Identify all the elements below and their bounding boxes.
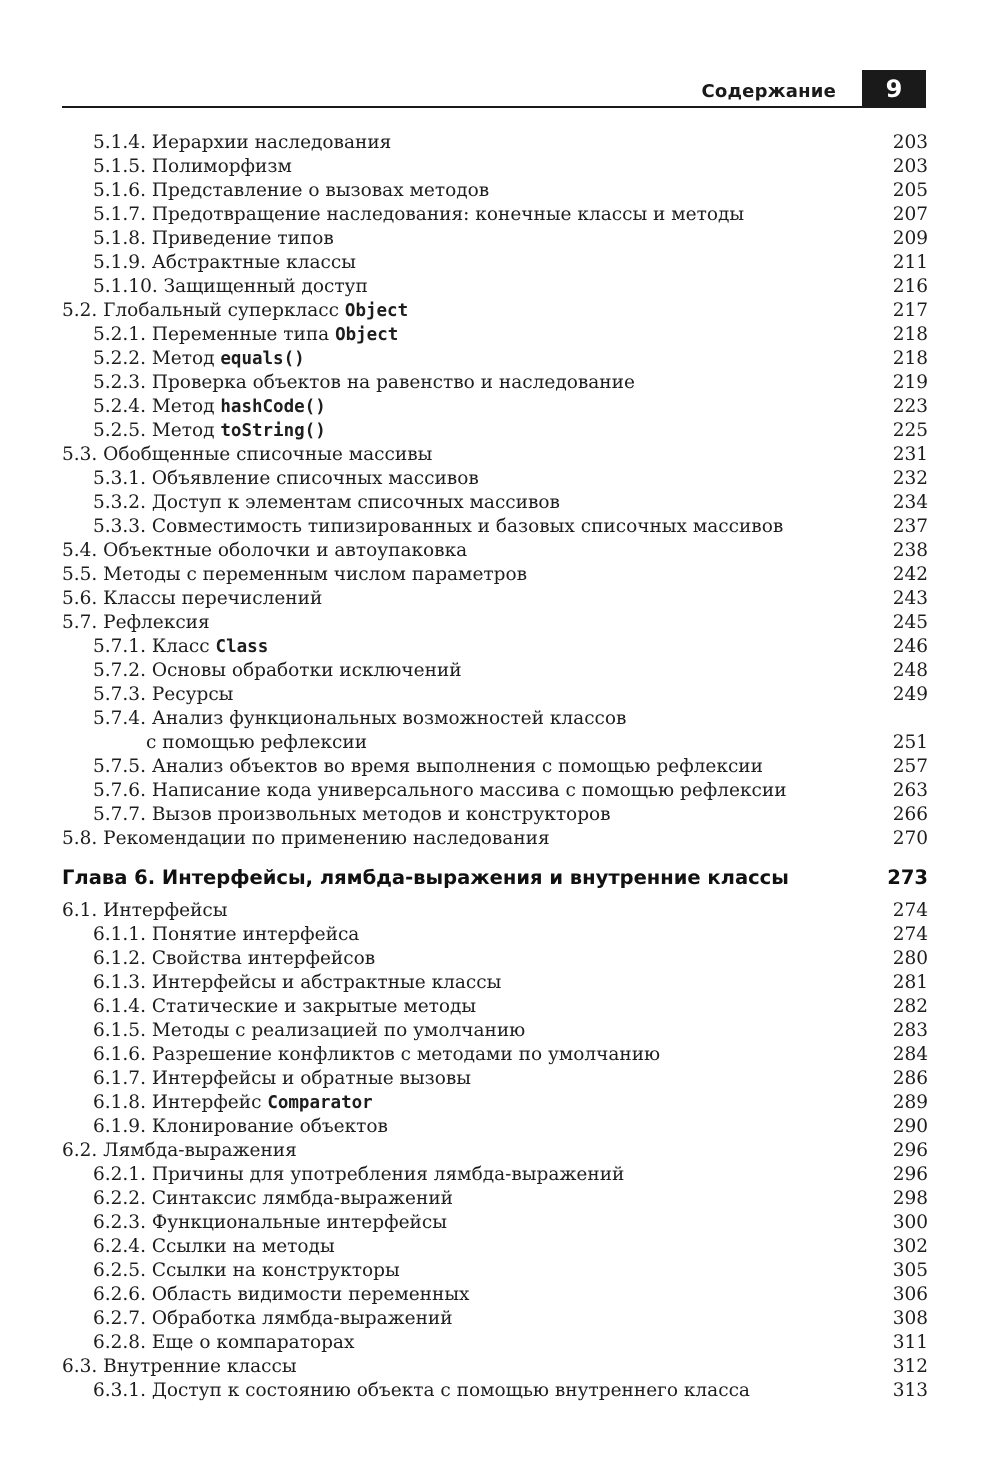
toc-entry-text: 6.1.1. Понятие интерфейса	[93, 924, 360, 945]
toc-page-number: 243	[892, 588, 928, 609]
toc-entry	[62, 1187, 928, 1211]
toc-entry-title	[62, 563, 527, 587]
toc-entry-title	[93, 1115, 388, 1139]
toc-entry-title	[93, 1019, 525, 1043]
toc-page-number: 306	[892, 1284, 928, 1305]
toc-entry-text: 6.2.6. Область видимости переменных	[93, 1284, 470, 1305]
toc-entry	[62, 227, 928, 251]
toc-entry-text: 6.2.7. Обработка лямбда-выражений	[93, 1308, 453, 1329]
toc-entry-title	[93, 1283, 470, 1307]
toc-entry-text: 6.1. Интерфейсы	[62, 900, 228, 921]
toc-entry-text: 5.3.1. Объявление списочных массивов	[93, 468, 479, 489]
toc-entry-text: 5.2. Глобальный суперкласс	[62, 300, 345, 321]
toc-entry-title	[93, 179, 489, 203]
toc-entry-text: с помощью рефлексии	[146, 732, 368, 753]
toc-entry-text: 6.1.4. Статические и закрытые методы	[93, 996, 477, 1017]
toc-entry-title	[93, 995, 476, 1019]
toc-entry-title	[93, 275, 368, 299]
toc-entry-text: 5.1.5. Полиморфизм	[93, 156, 292, 177]
toc-entry-title	[93, 1043, 660, 1067]
toc-page-number: 281	[892, 972, 928, 993]
toc-entry	[62, 731, 928, 755]
toc-entry-text: 6.2.3. Функциональные интерфейсы	[93, 1212, 447, 1233]
toc-entry-text: 5.3. Обобщенные списочные массивы	[62, 444, 433, 465]
toc-entry-text: 6.1.8. Интерфейс	[93, 1092, 268, 1113]
toc-entry-text: 5.7.4. Анализ функциональных возможностей классов	[93, 708, 627, 729]
toc-page-number: 234	[892, 492, 928, 513]
toc-entry-title	[62, 863, 789, 893]
toc-page-number: 219	[892, 372, 928, 393]
toc-entry	[62, 1019, 928, 1043]
toc-entry-title	[93, 467, 479, 491]
toc-entry-text: Глава 6. Интерфейсы, лямбда-выражения и внутренние классы	[62, 866, 789, 889]
toc-entry-title	[93, 803, 611, 827]
toc-page-number: 203	[892, 132, 928, 153]
toc-entry-text: 5.3.3. Совместимость типизированных и базовых списочных массивов	[93, 516, 784, 537]
code-identifier: equals()	[220, 349, 305, 369]
toc-entry-title	[93, 947, 375, 971]
toc-entry-text: 5.6. Классы перечислений	[62, 588, 323, 609]
toc-page-number: 296	[892, 1164, 928, 1185]
toc-entry	[62, 707, 928, 731]
toc-entry	[62, 995, 928, 1019]
toc-entry	[62, 827, 928, 851]
toc-page-number: 231	[892, 444, 928, 465]
toc-entry-title	[62, 827, 550, 851]
toc-entry-text: 5.2.4. Метод	[93, 396, 221, 417]
toc-entry-title	[62, 611, 210, 635]
toc-entry-text: 6.1.6. Разрешение конфликтов с методами по умолчанию	[93, 1044, 661, 1065]
toc-entry-text: 6.3. Внутренние классы	[62, 1356, 297, 1377]
toc-entry-title	[93, 1067, 471, 1091]
toc-entry-title	[93, 1259, 400, 1283]
toc-entry-title	[93, 227, 334, 251]
toc-page-number: 238	[892, 540, 928, 561]
toc-entry	[62, 971, 928, 995]
toc-entry-text: 5.7. Рефлексия	[62, 612, 210, 633]
toc-entry	[62, 611, 928, 635]
toc-entry-title	[93, 923, 359, 947]
toc-entry-text: 5.2.1. Переменные типа	[93, 324, 336, 345]
toc-entry	[62, 1355, 928, 1379]
toc-page-number: 298	[892, 1188, 928, 1209]
toc-page-number: 266	[892, 804, 928, 825]
toc-page-number: 216	[892, 276, 928, 297]
toc-entry-text: 5.7.5. Анализ объектов во время выполнения с помощью рефлексии	[93, 756, 763, 777]
toc-page-number: 296	[892, 1140, 928, 1161]
toc-entry-text: 5.7.2. Основы обработки исключений	[93, 660, 462, 681]
toc-entry	[62, 1307, 928, 1331]
toc-page-number: 225	[892, 420, 928, 441]
toc-entry-title	[93, 779, 787, 803]
toc-entry	[62, 539, 928, 563]
toc-entry-title	[62, 1355, 297, 1379]
table-of-contents	[62, 131, 928, 1403]
page-number-badge: 9	[862, 70, 926, 108]
toc-entry-title	[93, 707, 626, 731]
toc-entry	[62, 1115, 928, 1139]
toc-page-number: 283	[892, 1020, 928, 1041]
toc-entry-text: 6.1.2. Свойства интерфейсов	[93, 948, 376, 969]
toc-entry-title	[93, 155, 292, 179]
toc-entry	[62, 1163, 928, 1187]
toc-page-number: 263	[892, 780, 928, 801]
toc-entry-title	[93, 323, 398, 347]
toc-entry	[62, 635, 928, 659]
toc-page-number: 218	[892, 348, 928, 369]
toc-page-number: 257	[892, 756, 928, 777]
toc-entry-title	[93, 1235, 335, 1259]
code-identifier: Object	[335, 325, 399, 345]
toc-entry	[62, 323, 928, 347]
toc-entry-title	[93, 683, 233, 707]
toc-entry	[62, 371, 928, 395]
toc-entry-text: 6.2.5. Ссылки на конструкторы	[93, 1260, 400, 1281]
toc-entry-text: 5.2.5. Метод	[93, 420, 221, 441]
toc-page-number: 242	[892, 564, 928, 585]
toc-entry-text: 6.2. Лямбда-выражения	[62, 1140, 297, 1161]
toc-entry-text: 6.1.9. Клонирование объектов	[93, 1116, 388, 1137]
toc-page-number: 211	[892, 252, 928, 273]
code-identifier: hashCode()	[220, 397, 326, 417]
toc-page-number: 289	[892, 1092, 928, 1113]
toc-entry-text: 5.7.3. Ресурсы	[93, 684, 234, 705]
toc-entry	[62, 419, 928, 443]
toc-entry-text: 5.7.7. Вызов произвольных методов и конструкторов	[93, 804, 611, 825]
toc-entry-text: 5.1.7. Предотвращение наследования: конечные классы и методы	[93, 204, 745, 225]
toc-entry-title	[93, 395, 326, 419]
toc-entry-title	[93, 515, 783, 539]
toc-entry	[62, 1067, 928, 1091]
toc-entry-title	[93, 1163, 624, 1187]
toc-page-number: 273	[887, 866, 928, 889]
toc-page-number: 223	[892, 396, 928, 417]
toc-entry-text: 6.2.4. Ссылки на методы	[93, 1236, 335, 1257]
toc-entry	[62, 1283, 928, 1307]
toc-entry-text: 5.1.4. Иерархии наследования	[93, 132, 392, 153]
toc-entry	[62, 491, 928, 515]
toc-entry-text: 6.2.2. Синтаксис лямбда-выражений	[93, 1188, 454, 1209]
toc-entry	[62, 1043, 928, 1067]
toc-page-number: 308	[892, 1308, 928, 1329]
toc-entry-text: 5.5. Методы с переменным числом параметров	[62, 564, 528, 585]
toc-page-number: 205	[892, 180, 928, 201]
toc-page-number: 218	[892, 324, 928, 345]
toc-page-number: 274	[892, 900, 928, 921]
toc-entry	[62, 755, 928, 779]
toc-entry-text: 5.1.10. Защищенный доступ	[93, 276, 368, 297]
toc-page-number: 207	[892, 204, 928, 225]
toc-entry	[62, 1331, 928, 1355]
toc-entry	[62, 203, 928, 227]
toc-entry	[62, 563, 928, 587]
toc-entry-title	[93, 203, 744, 227]
toc-page-number: 237	[892, 516, 928, 537]
toc-page-number: 246	[892, 636, 928, 657]
toc-entry	[62, 659, 928, 683]
toc-entry	[62, 803, 928, 827]
toc-entry-title	[93, 1091, 373, 1115]
toc-entry	[62, 1139, 928, 1163]
toc-entry-title	[62, 299, 408, 323]
toc-page-number: 245	[892, 612, 928, 633]
toc-entry	[62, 1211, 928, 1235]
toc-entry-text: 5.7.6. Написание кода универсального массива с помощью рефлексии	[93, 780, 787, 801]
toc-entry-title	[62, 1139, 297, 1163]
toc-entry	[62, 1091, 928, 1115]
toc-entry-text: 5.2.3. Проверка объектов на равенство и наследование	[93, 372, 635, 393]
toc-entry-title	[93, 1331, 354, 1355]
toc-entry-title	[93, 1187, 453, 1211]
toc-entry	[62, 779, 928, 803]
running-title: Содержание	[701, 81, 836, 102]
toc-entry	[62, 1379, 928, 1403]
toc-entry-text: 5.1.9. Абстрактные классы	[93, 252, 356, 273]
toc-entry-title	[62, 443, 432, 467]
page-header	[62, 70, 926, 108]
toc-entry	[62, 1259, 928, 1283]
toc-page-number: 286	[892, 1068, 928, 1089]
code-identifier: Object	[344, 301, 409, 321]
toc-entry	[62, 275, 928, 299]
toc-entry-title	[93, 971, 501, 995]
toc-page-number: 274	[892, 924, 928, 945]
toc-page-number: 270	[892, 828, 928, 849]
toc-entry	[62, 1235, 928, 1259]
toc-entry-text: 5.2.2. Метод	[93, 348, 221, 369]
toc-entry	[62, 923, 928, 947]
toc-page-number: 203	[892, 156, 928, 177]
toc-entry-text: 5.1.6. Представление о вызовах методов	[93, 180, 490, 201]
toc-entry	[62, 587, 928, 611]
toc-page-number: 284	[892, 1044, 928, 1065]
toc-entry	[62, 179, 928, 203]
toc-entry-text: 5.4. Объектные оболочки и автоупаковка	[62, 540, 468, 561]
toc-entry-text: 6.1.5. Методы с реализацией по умолчанию	[93, 1020, 526, 1041]
toc-entry-text: 6.1.3. Интерфейсы и абстрактные классы	[93, 972, 502, 993]
toc-entry	[62, 131, 928, 155]
toc-entry-title	[93, 131, 391, 155]
toc-page-number: 248	[892, 660, 928, 681]
toc-chapter-heading	[62, 851, 928, 899]
toc-entry-title	[93, 1211, 447, 1235]
header-rule	[62, 106, 862, 108]
toc-entry-title	[93, 251, 356, 275]
toc-entry-title	[146, 731, 367, 755]
toc-page-number: 249	[892, 684, 928, 705]
toc-entry-title	[93, 419, 326, 443]
toc-entry	[62, 251, 928, 275]
toc-entry-text: 6.2.1. Причины для употребления лямбда-выражений	[93, 1164, 625, 1185]
toc-page-number: 282	[892, 996, 928, 1017]
toc-entry	[62, 155, 928, 179]
toc-entry	[62, 347, 928, 371]
toc-entry	[62, 515, 928, 539]
toc-entry-title	[62, 899, 228, 923]
toc-entry-title	[62, 539, 467, 563]
toc-page-number: 312	[892, 1356, 928, 1377]
toc-entry-title	[62, 587, 322, 611]
toc-entry-text: 5.3.2. Доступ к элементам списочных массивов	[93, 492, 560, 513]
toc-entry	[62, 467, 928, 491]
toc-entry-text: 5.8. Рекомендации по применению наследования	[62, 828, 550, 849]
code-identifier: Comparator	[267, 1093, 373, 1113]
toc-entry-title	[93, 635, 268, 659]
toc-page-number: 209	[892, 228, 928, 249]
toc-entry-title	[93, 1307, 453, 1331]
toc-entry	[62, 683, 928, 707]
toc-entry-title	[93, 491, 560, 515]
toc-page-number: 251	[892, 732, 928, 753]
toc-entry	[62, 443, 928, 467]
toc-entry	[62, 395, 928, 419]
toc-page-number: 232	[892, 468, 928, 489]
toc-page-number: 217	[892, 300, 928, 321]
toc-entry	[62, 899, 928, 923]
toc-page-number: 311	[892, 1332, 928, 1353]
toc-entry-title	[93, 755, 763, 779]
toc-entry-title	[93, 371, 635, 395]
code-identifier: Class	[215, 637, 269, 657]
toc-entry	[62, 947, 928, 971]
toc-page-number: 300	[892, 1212, 928, 1233]
toc-entry-text: 6.3.1. Доступ к состоянию объекта с помощью внутреннего класса	[93, 1380, 750, 1401]
toc-page-number: 305	[892, 1260, 928, 1281]
toc-page-number: 280	[892, 948, 928, 969]
toc-entry-title	[93, 659, 462, 683]
code-identifier: toString()	[220, 421, 326, 441]
toc-page-number: 313	[892, 1380, 928, 1401]
toc-entry-title	[93, 347, 305, 371]
toc-page-number: 302	[892, 1236, 928, 1257]
toc-entry-text: 6.1.7. Интерфейсы и обратные вызовы	[93, 1068, 472, 1089]
toc-entry	[62, 299, 928, 323]
toc-entry-text: 6.2.8. Еще о компараторах	[93, 1332, 355, 1353]
toc-page-number: 290	[892, 1116, 928, 1137]
toc-entry-title	[93, 1379, 750, 1403]
toc-entry-text: 5.7.1. Класс	[93, 636, 216, 657]
toc-entry-text: 5.1.8. Приведение типов	[93, 228, 334, 249]
